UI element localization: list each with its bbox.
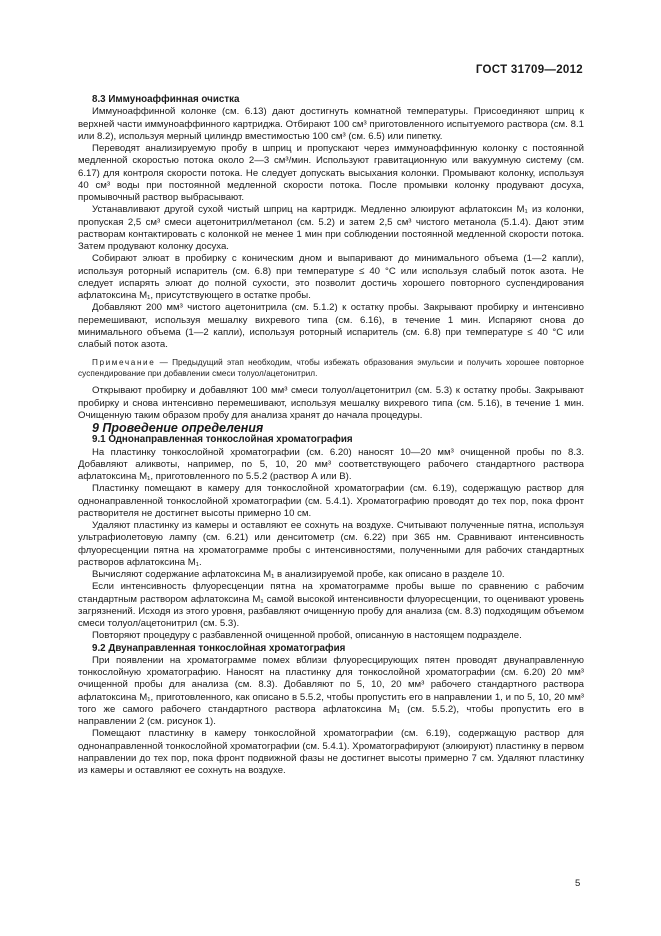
section-title-9: 9 Проведение определения xyxy=(92,421,264,435)
note-text: — Предыдущий этап необходим, чтобы избежать образования эмульсии и получить хорошее повторное суспендирование при добавлении смеси толуол/ацетонитрил. xyxy=(78,358,584,379)
paragraph: Помещают пластинку в камеру тонкослойной хроматографии (см. 6.19), содержащую раствор для однонаправленной тонкослойной хроматографии (см. 5.4.1). Хроматографируют (элюируют) пластинку в первом направлении до тех пор, пока фронт подвижной фазы не достигнет высоты примерно 7 см. Удаляют пластинку из камеры и оставляют ее сохнуть на воздухе. xyxy=(78,728,584,776)
note xyxy=(78,357,584,379)
paragraph: Пластинку помещают в камеру для тонкослойной хроматографии (см. 6.19), содержащую раствор для однонаправленной тонкослойной хроматографии (см. 5.4.1). Хроматографию проводят до тех пор, пока фронт растворителя не достигнет высоты примерно 10 см. xyxy=(78,483,584,519)
subsection-title-9-1: 9.1 Однонаправленная тонкослойная хроматография xyxy=(92,434,353,446)
paragraph: Собирают элюат в пробирку с коническим дном и выпаривают до минимального объема (1—2 капли), используя роторный испаритель (см. 6.8) при температуре ≤ 40 °С или используя слабый поток азота. Не следует испарять элюат до полной сухости, это позволит достичь хорошего повторного суспендирования афлатоксина M₁, присутствующего в остатке пробы. xyxy=(78,253,584,301)
subsection-title-9-2: 9.2 Двунаправленная тонкослойная хроматография xyxy=(92,642,346,654)
paragraph: Вычисляют содержание афлатоксина M₁ в анализируемой пробе, как описано в разделе 10. xyxy=(92,569,505,580)
paragraph: На пластинку тонкослойной хроматографии (см. 6.20) наносят 10—20 мм³ очищенной пробы по 8.3. Добавляют аликвоты, например, по 5, 10, 20 мм³ соответствующего рабочего стандартного раствора афлатоксина M₁, приготовленного по 5.5.2 (раствор А или В). xyxy=(78,446,584,482)
standard-header: ГОСТ 31709—2012 xyxy=(475,64,583,76)
paragraph: Если интенсивность флуоресценции пятна на хроматограмме пробы выше по сравнению с рабочим стандартным раствором афлатоксина M₁ самой высокой интенсивности флуоресценции, то оценивают уровень загрязнений. Исходя из этого уровня, разбавляют очищенную пробу для анализа (см. 8.3) подходящим объемом смеси толуол/ацетонитрил (см. 5.3). xyxy=(78,581,584,629)
subsection-title-8-3: 8.3 Иммуноаффинная очистка xyxy=(92,94,240,105)
page-number: 5 xyxy=(575,878,581,889)
paragraph: Иммуноаффинной колонке (см. 6.13) дают достигнуть комнатной температуры. Присоединяют шприц к верхней части иммуноаффинного картриджа. Отбирают 100 см³ приготовленного испытуемого раствора (см. 8.1 или 8.2), используя мерный цилиндр вместимостью 100 см³ (см. 6.5) или пипетку. xyxy=(78,106,584,142)
paragraph: Повторяют процедуру с разбавленной очищенной пробой, описанную в настоящем подразделе. xyxy=(92,630,522,642)
paragraph: Открывают пробирку и добавляют 100 мм³ смеси толуол/ацетонитрил (см. 5.3) к остатку пробы. Закрывают пробирку и снова интенсивно перемешивают, используя мешалку вихревого типа (см. 5.16), в течение 1 мин. Очищенную таким образом пробу для анализа хранят до начала процедуры. xyxy=(78,385,584,421)
paragraph: Добавляют 200 мм³ чистого ацетонитрила (см. 5.1.2) к остатку пробы. Закрывают пробирку и интенсивно перемешивают, используя мешалку вихревого типа (см. 6.16), в течение 1 мин. Испаряют снова до минимального объема (1—2 капли), используя роторный испаритель (см. 6.8) при температуре ≤ 40 °С или слабый поток азота. xyxy=(78,302,584,350)
note-label: Примечание xyxy=(92,358,156,368)
paragraph: При появлении на хроматограмме помех вблизи флуоресцирующих пятен проводят двунаправленную тонкослойную хроматографию. Наносят на пластинку для тонкослойной хроматографии (см. 6.20) 20 мм³ очищенной пробы для анализа (см. 8.3). Добавляют по 5, 10, 20 мм³ рабочего стандартного раствора афлатоксина M₁, приготовленного, как описано в 5.5.2, чтобы пропустить его в направлении 1, и по 5, 10, 20 мм³ того же самого рабочего стандартного раствора афлатоксина M₁ (см. 5.5.2), чтобы пропустить его в направлении 2 (см. рисунок 1). xyxy=(78,654,584,727)
document-body xyxy=(78,94,584,777)
paragraph: Устанавливают другой сухой чистый шприц на картридж. Медленно элюируют афлатоксин M₁ из колонки, пропуская 2,5 см³ смеси ацетонитрил/метанол (см. 5.2) и затем 2,5 см³ чистого метанола (5.1.4). Дают этим растворам контактировать с колонкой не менее 1 мин при соблюдении постоянной медленной скорости потока. Затем продувают колонку досуха. xyxy=(78,204,584,252)
paragraph: Удаляют пластинку из камеры и оставляют ее сохнуть на воздухе. Считывают полученные пятна, используя ультрафиолетовую лампу (см. 6.21) или денситометр (см. 6.22) при 365 нм. Сравнивают интенсивность флуоресценции пятна на хроматограмме пробы с интенсивностями, полученными для рабочих стандартных растворов афлатоксина M₁. xyxy=(78,520,584,568)
paragraph: Переводят анализируемую пробу в шприц и пропускают через иммуноаффинную колонку с постоянной медленной скоростью потока около 2—3 см³/мин. Используют гравитационную или вакуумную систему (см. 6.17) для контроля скорости потока. Не следует допускать высыхания колонки. Промывают колонку, используя 40 см³ воды при постоянной медленной скорости потока. После промывки колонку продувают досуха, промывочный раствор выбрасывают. xyxy=(78,143,584,203)
